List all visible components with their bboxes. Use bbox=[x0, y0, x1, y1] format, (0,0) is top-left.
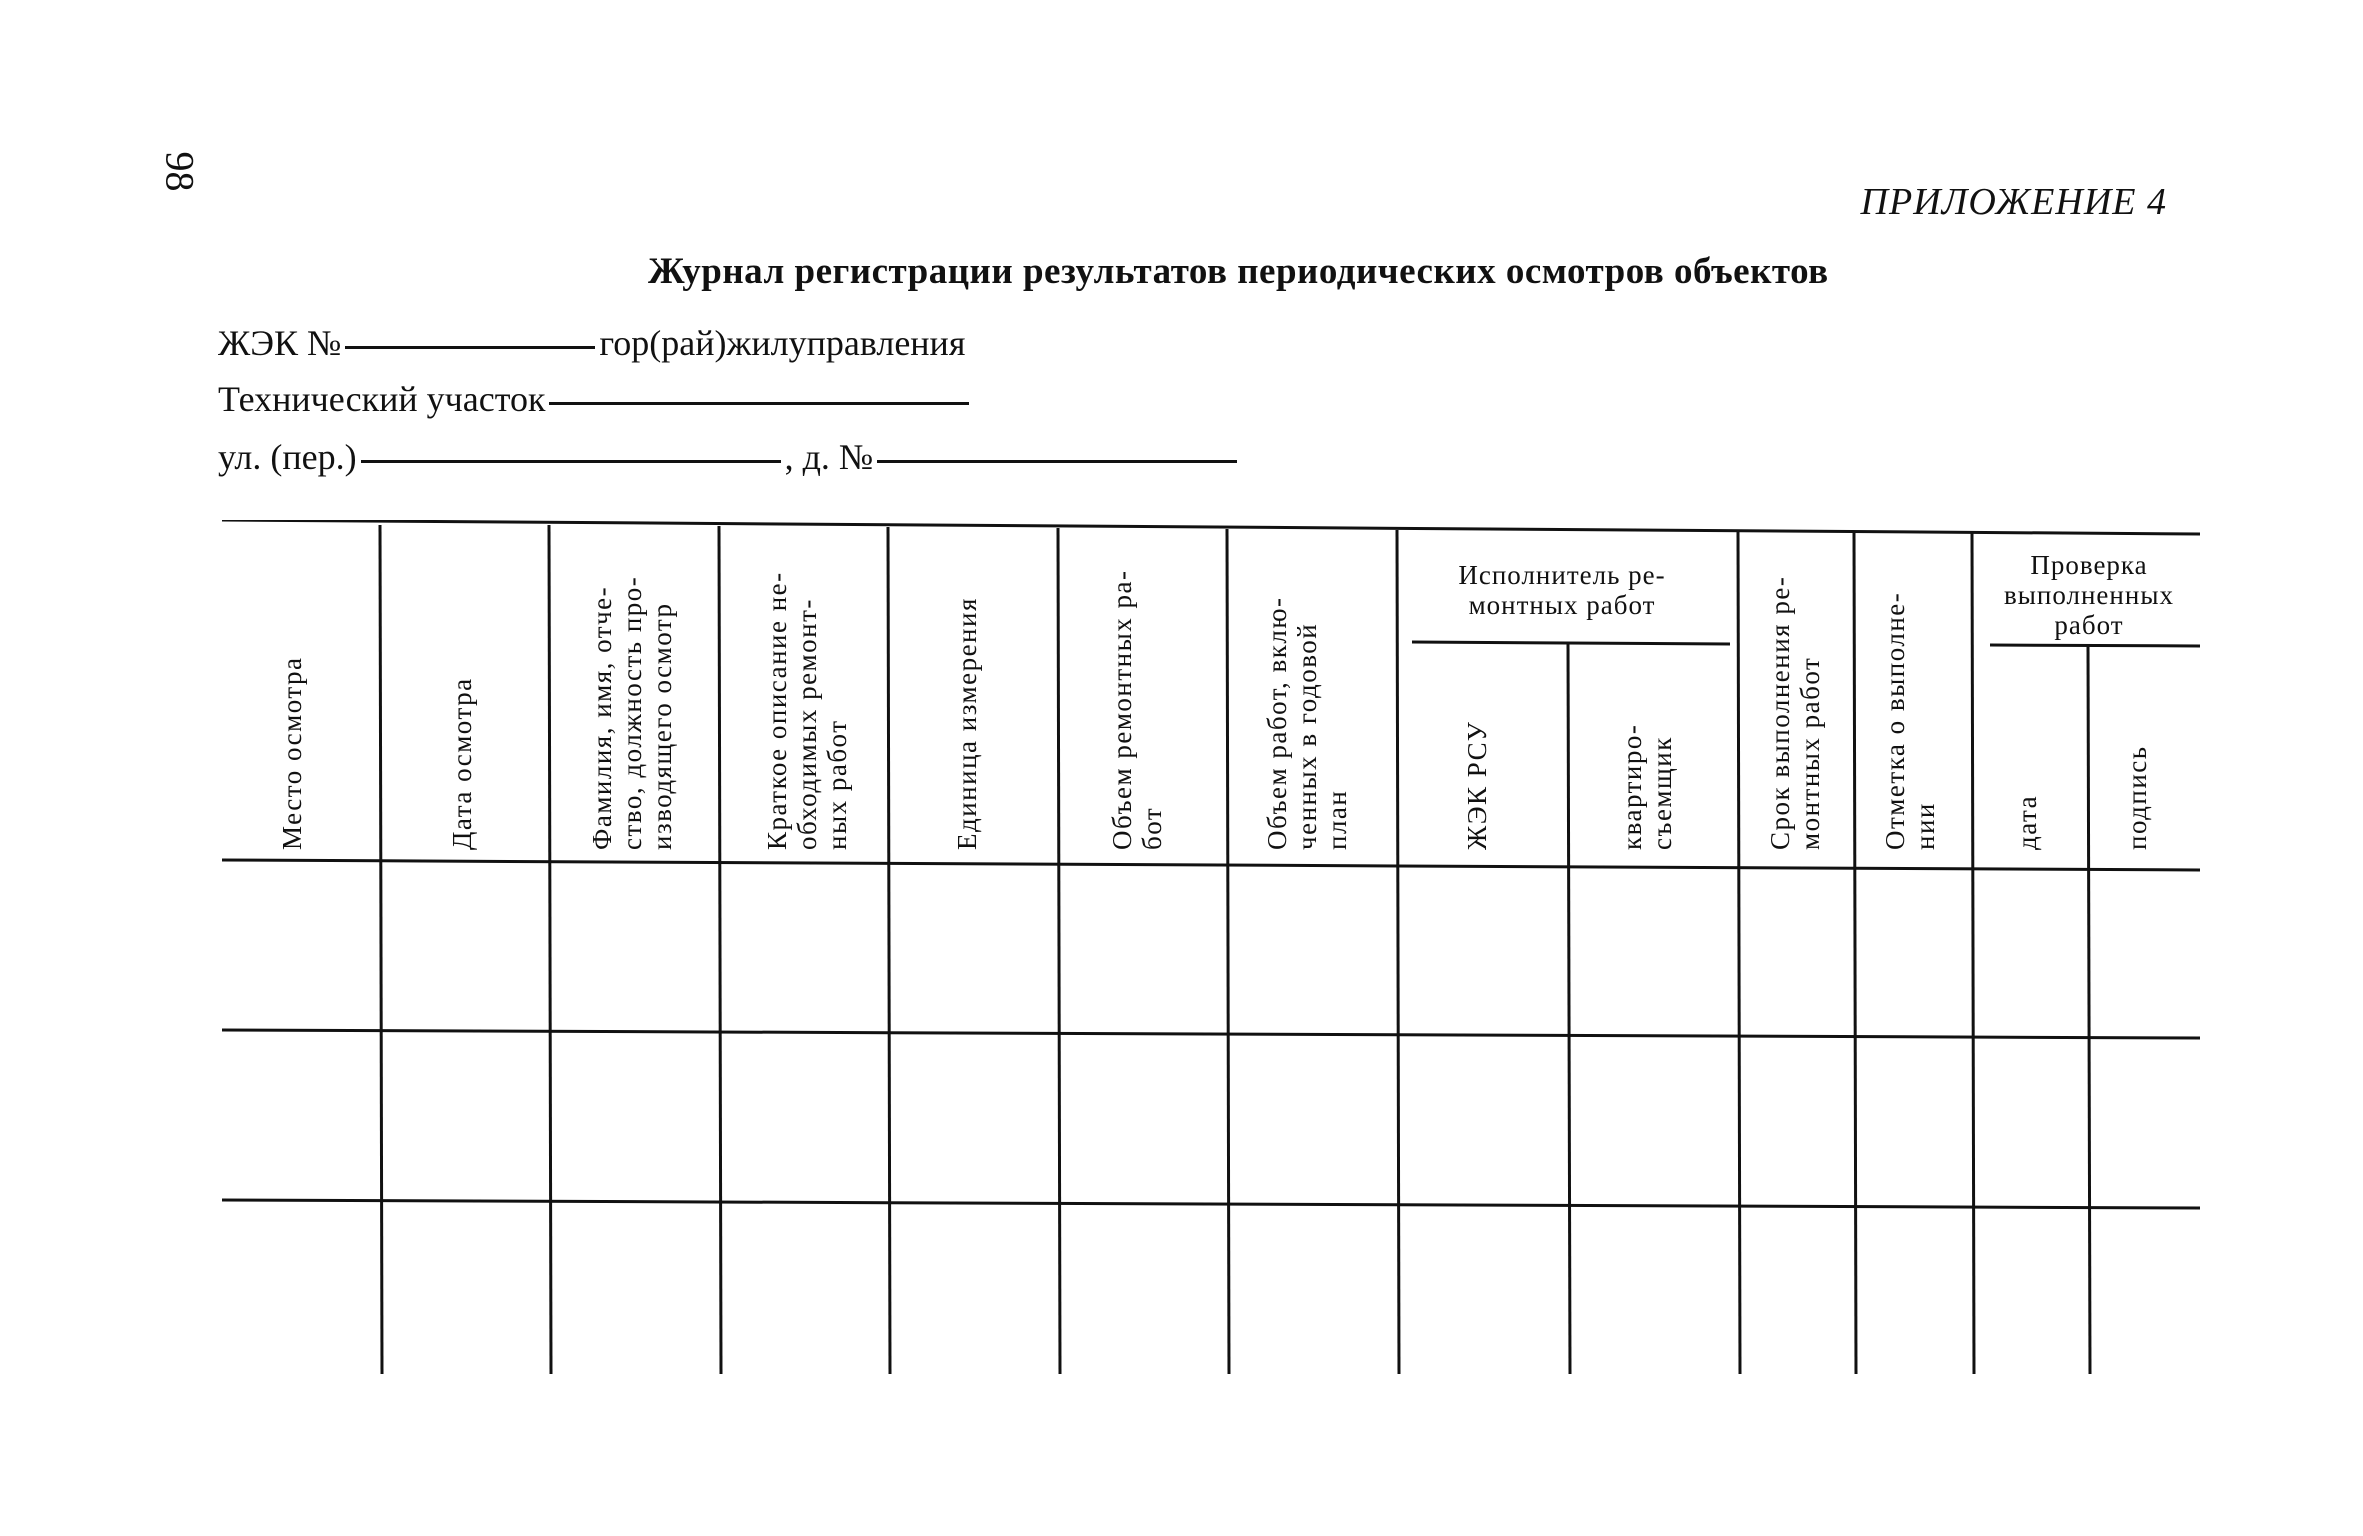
street-label: ул. (пер.) bbox=[218, 437, 357, 477]
col-annual-plan-volume: Объем работ, вклю- ченных в годовой план bbox=[1262, 596, 1352, 850]
inspection-journal-table bbox=[222, 520, 2200, 1374]
table-row[interactable] bbox=[222, 865, 2200, 1027]
street-blank[interactable] bbox=[361, 459, 781, 463]
check-group-rule bbox=[1990, 645, 2200, 646]
city-housing-label: гор(рай)жилуправления bbox=[599, 323, 966, 363]
house-number-blank[interactable] bbox=[877, 459, 1237, 463]
col-repair-description: Краткое описание не- обходимых ремонт- ных работ bbox=[762, 571, 852, 850]
col-completion-mark: Отметка о выполне- нии bbox=[1880, 591, 1940, 850]
table-row[interactable] bbox=[222, 1035, 2200, 1197]
page-number: 98 bbox=[157, 151, 203, 192]
col-check-date: дата bbox=[2012, 794, 2042, 850]
col-unit: Единица измерения bbox=[952, 597, 982, 850]
housing-office-field bbox=[218, 322, 965, 364]
technical-section-label: Технический участок bbox=[218, 379, 546, 419]
street-address-field bbox=[218, 436, 1241, 478]
col-executor-tenant: квартиро- съемщик bbox=[1617, 723, 1677, 850]
technical-section-blank[interactable] bbox=[549, 401, 969, 405]
table-top-rule bbox=[222, 520, 2200, 534]
technical-section-field bbox=[218, 378, 973, 420]
col-inspector: Фамилия, имя, отче- ство, должность про- изводящего осмотр bbox=[587, 575, 677, 850]
executor-group-rule bbox=[1412, 642, 1730, 644]
col-check-signature: подпись bbox=[2122, 745, 2152, 850]
appendix-label: ПРИЛОЖЕНИЕ 4 bbox=[1860, 181, 2167, 223]
house-number-label: , д. № bbox=[784, 437, 874, 477]
col-deadline: Срок выполнения ре- монтных работ bbox=[1765, 575, 1825, 850]
col-inspection-date: Дата осмотра bbox=[447, 677, 477, 850]
col-group-check: Проверка выполненных работ bbox=[2004, 550, 2174, 640]
col-repair-volume: Объем ремонтных ра- бот bbox=[1107, 569, 1167, 850]
document-title: Журнал регистрации результатов периодических осмотров объектов bbox=[648, 251, 1829, 292]
col-executor-zhek-rsu: ЖЭК РСУ bbox=[1462, 720, 1492, 850]
housing-office-label: ЖЭК № bbox=[218, 323, 342, 363]
col-group-executor: Исполнитель ре- монтных работ bbox=[1458, 560, 1666, 620]
housing-office-blank[interactable] bbox=[345, 345, 595, 349]
table-row[interactable] bbox=[222, 1205, 2200, 1367]
col-inspection-place: Место осмотра bbox=[277, 656, 307, 850]
